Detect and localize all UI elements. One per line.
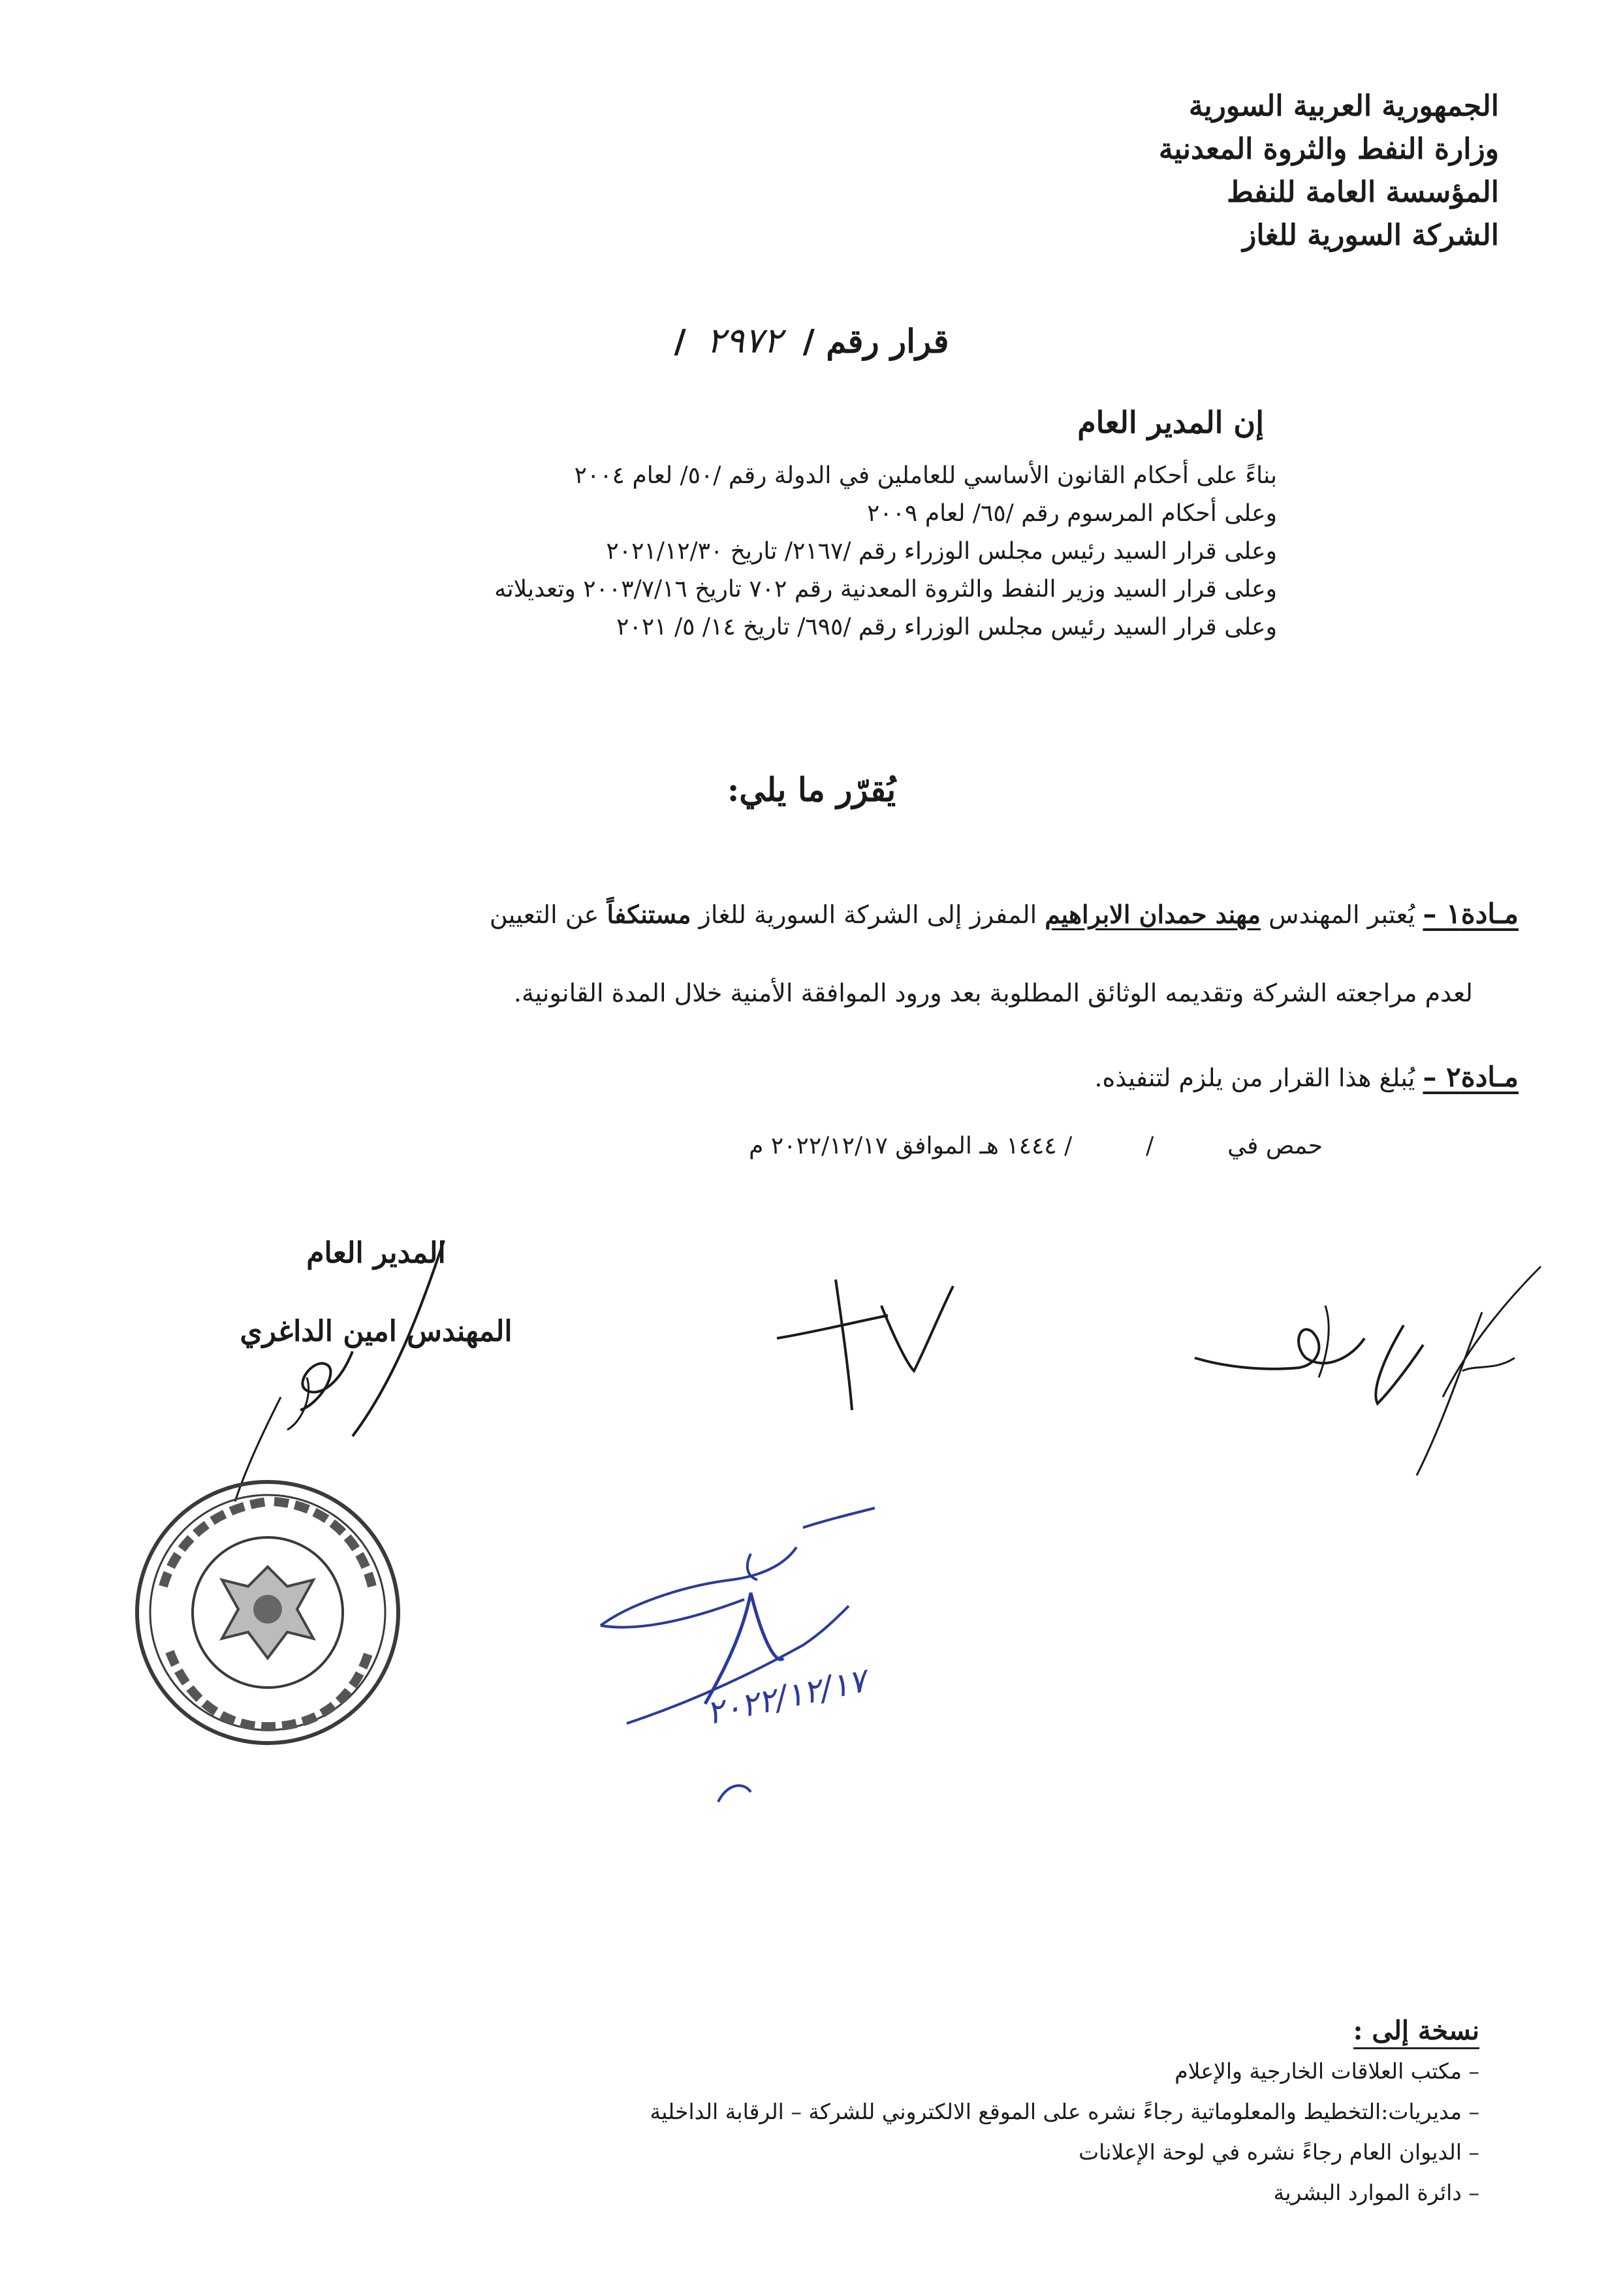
decision-number	[0, 320, 1623, 361]
article-1-continuation: لعدم مراجعته الشركة وتقديمه الوثائق المطلوبة بعد ورود الموافقة الأمنية خلال المدة القانونية.	[513, 979, 1473, 1007]
date-line	[749, 1133, 1323, 1159]
copies-item: – الديوان العام رجاءً نشره في لوحة الإعلانات	[1079, 2139, 1479, 2165]
letterhead-line-ministry: وزارة النفط والثروة المعدنية	[1158, 133, 1499, 166]
preamble-line: وعلى قرار السيد رئيس مجلس الوزراء رقم /٦٩٥/ تاريخ ١٤/ ٥/ ٢٠٢١	[616, 614, 1277, 640]
signatory-name: المهندس امين الداغري	[240, 1315, 512, 1348]
preamble-line: وعلى أحكام المرسوم رقم /٦٥/ لعام ٢٠٠٩	[867, 500, 1277, 527]
decision-suffix: /	[674, 322, 686, 360]
decision-number-handwritten: ٢٩٧٢	[706, 320, 783, 361]
copies-section	[565, 2011, 1479, 2213]
copies-item: – مكتب العلاقات الخارجية والإعلام	[1174, 2058, 1479, 2084]
article-2-label: مـادة٢ –	[1423, 1061, 1519, 1093]
article-1-text-c: عن التعيين	[489, 900, 599, 929]
decision-label: قرار رقم /	[802, 322, 949, 360]
article-1-line	[183, 894, 1519, 934]
article-2-text: يُبلغ هذا القرار من يلزم لتنفيذه.	[1094, 1063, 1415, 1092]
employee-name: مهند حمدان الابراهيم	[1045, 900, 1261, 929]
preamble-line: بناءً على أحكام القانون الأساسي للعاملين في الدولة رقم /٥٠/ لعام ٢٠٠٤	[574, 462, 1277, 489]
article-1-label: مـادة١ –	[1423, 898, 1519, 930]
middle-signature	[764, 1266, 973, 1417]
copies-item: – دائرة الموارد البشرية	[1273, 2180, 1479, 2205]
preamble-line: وعلى قرار السيد وزير النفط والثروة المعدنية رقم ٧٠٢ تاريخ ٢٠٠٣/٧/١٦ وتعديلاته	[494, 576, 1277, 603]
date-gregorian: ٢٠٢٢/١٢/١٧ م	[749, 1133, 888, 1159]
article-1-text-b: المفرز إلى الشركة السورية للغاز	[699, 900, 1037, 929]
article-1	[183, 894, 1519, 1013]
date-place: حمص في	[1227, 1133, 1323, 1159]
employee-status: مستنكفاً	[607, 900, 691, 929]
copies-title-text: نسخة إلى :	[1353, 2015, 1479, 2049]
preamble	[232, 457, 1277, 646]
signatory-title: المدير العام	[306, 1236, 446, 1270]
decides-heading: يُقرّر ما يلي:	[727, 770, 896, 809]
letterhead-line-corporation: المؤسسة العامة للنفط	[1227, 176, 1499, 209]
official-seal	[124, 1469, 411, 1756]
copies-item: – مديريات:التخطيط والمعلوماتية رجاءً نشره على الموقع الالكتروني للشركة – الرقابة الداخلية	[650, 2099, 1479, 2124]
handwritten-note-date-text: ٢٠٢٢/١٢/١٧	[702, 1661, 870, 1733]
right-signatures	[1188, 1260, 1554, 1488]
article-1-text-a: يُعتبر المهندس	[1268, 900, 1415, 929]
article-2	[1094, 1058, 1519, 1097]
handwritten-note	[588, 1495, 927, 1795]
preamble-line: وعلى قرار السيد رئيس مجلس الوزراء رقم /٢١٦٧/ تاريخ ٢٠٢١/١٢/٣٠	[606, 538, 1277, 565]
issuer-heading: إن المدير العام	[1077, 405, 1264, 440]
letterhead	[1159, 85, 1499, 257]
date-agree: الموافق	[895, 1133, 972, 1159]
date-hijri: / ١٤٤٤ هـ	[979, 1133, 1073, 1159]
copies-title	[565, 2011, 1479, 2051]
letterhead-line-republic: الجمهورية العربية السورية	[1188, 89, 1499, 123]
letterhead-line-company: الشركة السورية للغاز	[1242, 219, 1499, 252]
date-separator: /	[1146, 1133, 1154, 1159]
